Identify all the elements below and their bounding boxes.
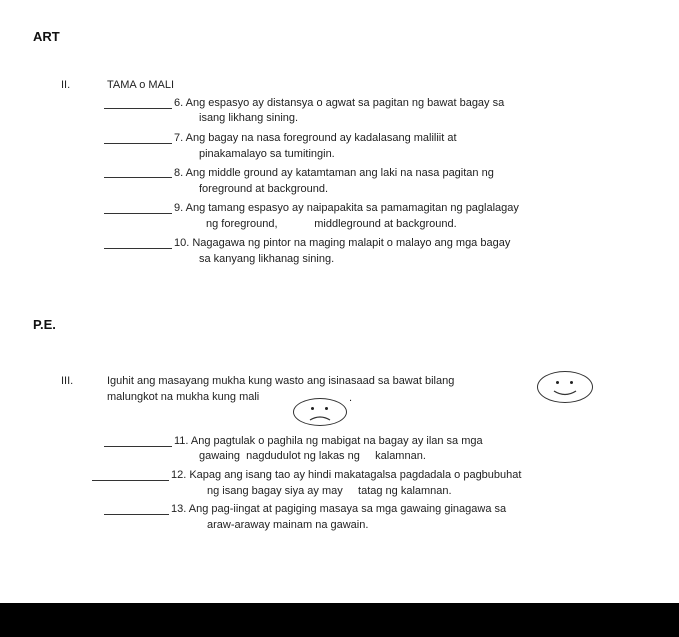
section-ii-title: TAMA o MALI	[107, 79, 175, 91]
section-iii-number: III.	[61, 375, 74, 387]
item-10-line2: sa kanyang likhanag sining.	[199, 253, 335, 265]
instruction-period: .	[349, 392, 353, 404]
answer-blank-12[interactable]	[92, 480, 169, 481]
instruction-line2: malungkot na mukha kung mali	[107, 391, 260, 403]
answer-blank-6[interactable]	[104, 108, 172, 109]
item-9-line2: ng foreground, middleground at background.	[206, 218, 457, 230]
item-13-line2: araw-araway mainam na gawain.	[207, 519, 369, 531]
answer-blank-7[interactable]	[104, 143, 172, 144]
section-ii-number: II.	[61, 79, 71, 91]
item-11-line2: gawaing nagdudulot ng lakas ng kalamnan.	[199, 450, 426, 462]
item-9-line1: 9. Ang tamang espasyo ay naipapakita sa pamamagitan ng paglalagay	[174, 202, 519, 214]
instruction-line1: Iguhit ang masayang mukha kung wasto ang isinasaad sa bawat bilang	[107, 375, 455, 387]
answer-blank-11[interactable]	[104, 446, 172, 447]
sad-face-icon	[293, 398, 347, 426]
item-12-line1: 12. Kapag ang isang tao ay hindi makatagalsa pagdadala o pagbubuhat	[171, 469, 522, 481]
answer-blank-13[interactable]	[104, 514, 169, 515]
happy-face-icon	[537, 371, 593, 403]
item-11-line1: 11. Ang pagtulak o paghila ng mabigat na bagay ay ilan sa mga	[174, 435, 483, 447]
item-8-line1: 8. Ang middle ground ay katamtaman ang laki na nasa pagitan ng	[174, 167, 494, 179]
item-8-line2: foreground at background.	[199, 183, 329, 195]
answer-blank-8[interactable]	[104, 177, 172, 178]
item-7-line2: pinakamalayo sa tumitingin.	[199, 148, 335, 160]
item-12-line2: ng isang bagay siya ay may tatag ng kalamnan.	[207, 485, 452, 497]
item-6-line1: 6. Ang espasyo ay distansya o agwat sa pagitan ng bawat bagay sa	[174, 97, 505, 109]
answer-blank-9[interactable]	[104, 213, 172, 214]
answer-blank-10[interactable]	[104, 248, 172, 249]
item-13-line1: 13. Ang pag-iingat at pagiging masaya sa mga gawaing ginagawa sa	[171, 503, 507, 515]
item-6-line2: isang likhang sining.	[199, 112, 299, 124]
pe-heading: P.E.	[33, 317, 56, 332]
item-7-line1: 7. Ang bagay na nasa foreground ay kadalasang maliliit at	[174, 132, 457, 144]
art-heading: ART	[33, 29, 60, 44]
bottom-black-bar	[0, 603, 679, 637]
item-10-line1: 10. Nagagawa ng pintor na maging malapit o malayo ang mga bagay	[174, 237, 511, 249]
